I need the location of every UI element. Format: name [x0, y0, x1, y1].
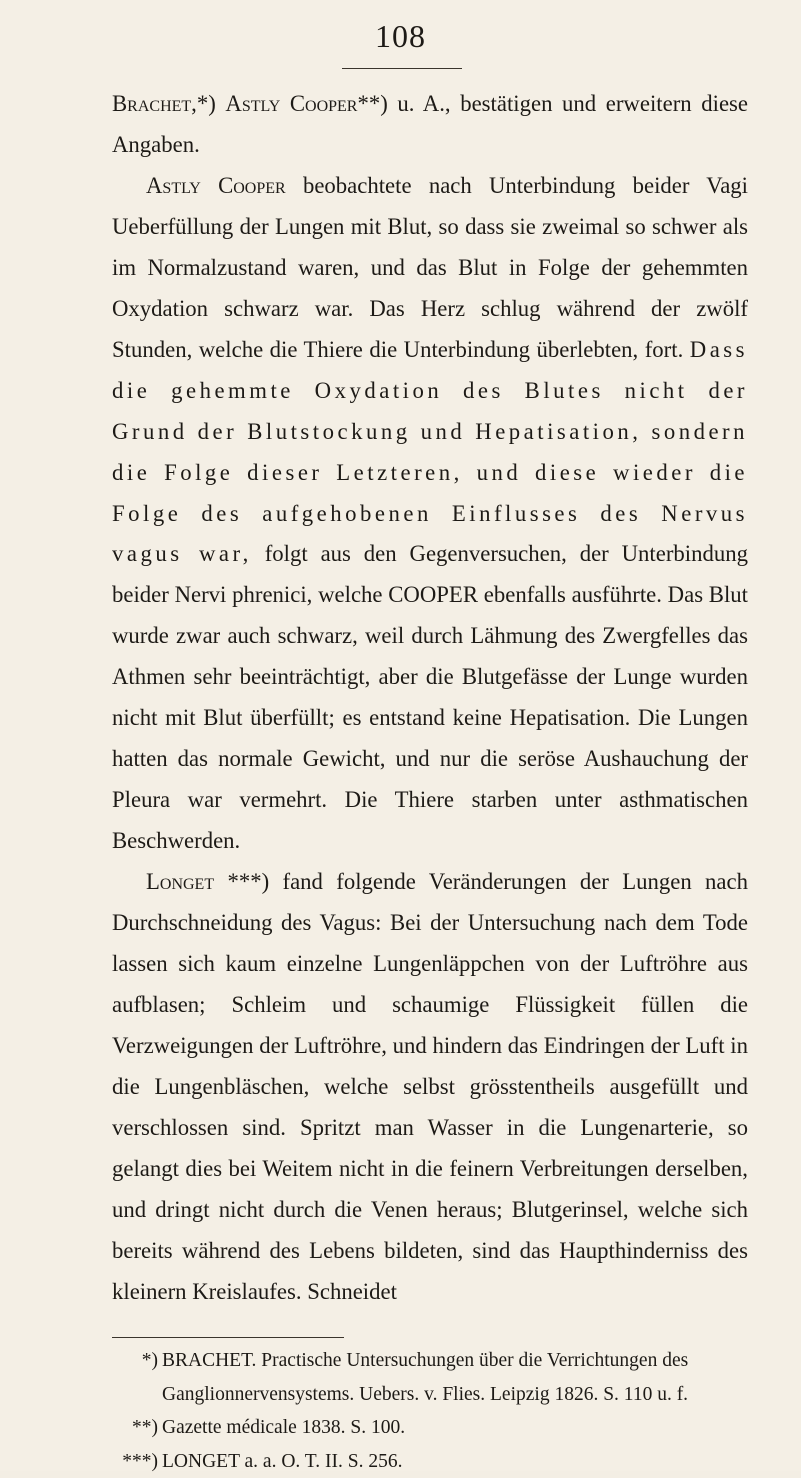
page-number: 108	[0, 18, 801, 55]
text-segment: Longet	[146, 869, 214, 894]
paragraph	[112, 84, 748, 166]
footnote	[112, 1344, 752, 1411]
text-segment: beobachtete nach Unterbindung beider Vagi Ueberfüllung der Lungen mit Blut, so dass sie zweimal so schwer als im Normalzustand waren, und das Blut in Folge der gehemmten Oxydation schwarz war. Das Herz schlug während der zwölf Stunden, welche die Thiere die Unterbindung überlebten, fort.	[112, 173, 748, 362]
text-segment: **) u. A., bestätigen und erweitern diese Angaben.	[112, 91, 748, 157]
text-segment-emphasis: Dass die gehemmte Oxydation des Blutes nicht der Grund der Blutstockung und Hepatisation, sondern die Folge dieser Letzteren, und diese wieder die Folge des aufgehobenen Einflusses des Nervus vagus war,	[112, 337, 748, 567]
footnote-text: LONGET a. a. O. T. II. S. 256.	[162, 1451, 402, 1472]
footnote-text: BRACHET. Practische Untersuchungen über die Verrichtungen des Ganglionnervensystems. Uebers. v. Flies. Leipzig 1826. S. 110 u. f.	[162, 1350, 688, 1405]
body-text	[112, 84, 748, 1313]
footnote-rule	[112, 1337, 344, 1338]
paragraph	[112, 862, 748, 1312]
text-segment: Astly Cooper	[146, 173, 286, 198]
footnotes	[112, 1344, 752, 1478]
paragraph	[112, 166, 748, 862]
footnote-mark: ***)	[112, 1445, 158, 1478]
text-segment: Brachet,	[112, 91, 197, 116]
header-rule	[342, 68, 462, 69]
footnote-mark: **)	[112, 1411, 158, 1445]
footnote-mark: *)	[112, 1344, 158, 1378]
footnote	[112, 1411, 752, 1445]
footnote-text: Gazette médicale 1838. S. 100.	[162, 1417, 405, 1438]
text-segment: ***) fand folgende Veränderungen der Lungen nach Durchschneidung des Vagus: Bei der Untersuchung nach dem Tode lassen sich kaum einzelne Lungenläppchen von der Luftröhre aus aufblasen; Schleim und schaumige Flüssigkeit füllen die Verzweigungen der Luftröhre, und hindern das Eindringen der Luft in die Lungenbläschen, welche selbst grösstentheils ausgefüllt und verschlossen sind. Spritzt man Wasser in die Lungenarterie, so gelangt dies bei Weitem nicht in die feinern Verbreitungen derselben, und dringt nicht durch die Venen heraus; Blutgerinsel, welche sich bereits während des Lebens bildeten, sind das Haupthinderniss des kleinern Kreislaufes. Schneidet	[112, 869, 748, 1304]
footnote	[112, 1445, 752, 1478]
text-segment: Astly Cooper	[225, 91, 357, 116]
text-segment: *)	[197, 91, 226, 116]
text-segment: folgt aus den Gegenversuchen, der Unterbindung beider Nervi phrenici, welche COOPER ebenfalls ausführte. Das Blut wurde zwar auch schwarz, weil durch Lähmung des Zwergfelles das Athmen sehr beeinträchtigt, aber die Blutgefässe der Lunge wurden nicht mit Blut überfüllt; es entstand keine Hepatisation. Die Lungen hatten das normale Gewicht, und nur die seröse Aushauchung der Pleura war vermehrt. Die Thiere starben unter asthmatischen Beschwerden.	[112, 541, 748, 853]
